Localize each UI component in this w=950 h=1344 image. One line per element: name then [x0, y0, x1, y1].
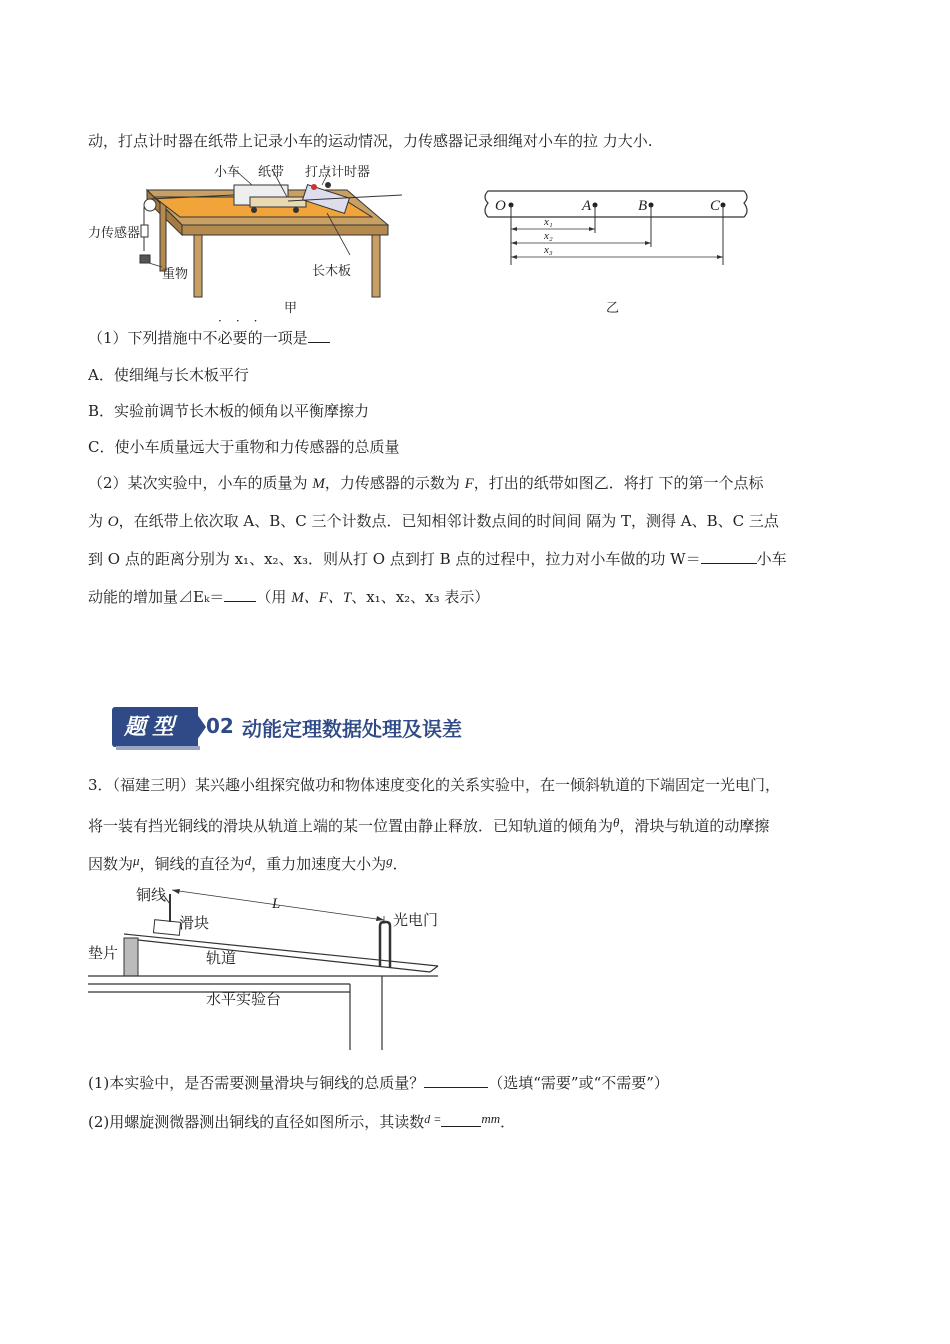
label-sensor: 力传感器: [88, 226, 141, 241]
dim-x1: x₁: [544, 216, 553, 228]
point-A: A: [582, 198, 592, 214]
q3-sub2-blank[interactable]: [441, 1112, 481, 1127]
q1-option-a: A．使细绳与长木板平行: [88, 366, 249, 384]
q2-line-4: 动能的增加量⊿Eₖ＝ （用 M、F、T、x₁、x₂、x₃ 表示）: [88, 588, 490, 606]
q3-sub-2: (2)用螺旋测微器测出铜线的直径如图所示，其读数$^{d =}$ mm．: [88, 1111, 516, 1131]
label-tape: 纸带: [258, 165, 285, 180]
q2-line-2: 为 O，在纸带上依次取 A、B、C 三个计数点．已知相邻计数点间的时间间 隔为 T，测得 A、B、C 三点: [88, 512, 779, 530]
section-tag: 题型: [112, 707, 198, 747]
label-car: 小车: [214, 165, 241, 180]
label-pad: 垫片: [88, 944, 119, 962]
label-copper: 铜线: [136, 886, 167, 904]
section-tag-arrow: [192, 707, 206, 747]
point-C: C: [710, 198, 721, 214]
q3-sub-1: (1)本实验中，是否需要测量滑块与铜线的总质量？ （选填“需要”或“不需要”）: [88, 1074, 669, 1092]
section-number: 02: [206, 714, 234, 738]
label-L: L: [272, 896, 281, 912]
q1-option-c: C．使小车质量远大于重物和力传感器的总质量: [88, 438, 400, 456]
label-gate: 光电门: [393, 911, 439, 929]
q1-answer-blank[interactable]: [308, 328, 330, 343]
section-title: 动能定理数据处理及误差: [242, 717, 462, 741]
dim-x2: x₂: [544, 230, 553, 242]
q2-energy-blank[interactable]: [224, 587, 256, 602]
q1-stem: （1）下列措施中不必要的一项是: [88, 328, 330, 348]
q3-line-1: 3．（福建三明）某兴趣小组探究做功和物体速度变化的关系实验中，在一倾斜轨道的下端固定一光电门，: [88, 776, 781, 794]
q3-line-3: 因数为μ，铜线的直径为d，重力加速度大小为g．: [88, 853, 408, 873]
label-board: 长木板: [312, 264, 352, 279]
label-weight: 重物: [162, 267, 189, 282]
intro-text: 动，打点计时器在纸带上记录小车的运动情况，力传感器记录细绳对小车的拉 力大小.: [88, 132, 653, 150]
caption-jia: 甲: [284, 301, 298, 316]
point-B: B: [638, 198, 648, 214]
q3-line-2: 将一装有挡光铜线的滑块从轨道上端的某一位置由静止释放．已知轨道的倾角为θ，滑块与轨道的动摩擦: [88, 815, 770, 835]
section-banner: [112, 707, 462, 747]
q3-sub1-blank[interactable]: [424, 1073, 488, 1088]
label-table: 水平实验台: [206, 990, 282, 1008]
figure-incline: [88, 882, 440, 1052]
q2-work-blank[interactable]: [701, 549, 757, 564]
label-timer: 打点计时器: [305, 165, 371, 180]
section-banner-shadow: [116, 746, 200, 750]
emphasis-dots: ···: [218, 314, 272, 328]
q2-line-1: （2）某次实验中，小车的质量为 M，力传感器的示数为 F，打出的纸带如图乙．将打 下的第一个点标: [88, 474, 764, 492]
dim-x3: x₃: [544, 244, 553, 256]
q2-line-3: 到 O 点的距离分别为 x₁、x₂、x₃．则从打 O 点到打 B 点的过程中，拉力对小车做的功 W＝ 小车: [88, 550, 787, 568]
q1-option-b: B．实验前调节长木板的倾角以平衡摩擦力: [88, 402, 370, 420]
q1-emphasis: 不必要: [202, 329, 248, 347]
caption-yi: 乙: [606, 301, 620, 316]
label-slider: 滑块: [179, 914, 210, 932]
point-O: O: [495, 198, 506, 214]
label-track: 轨道: [206, 949, 237, 967]
